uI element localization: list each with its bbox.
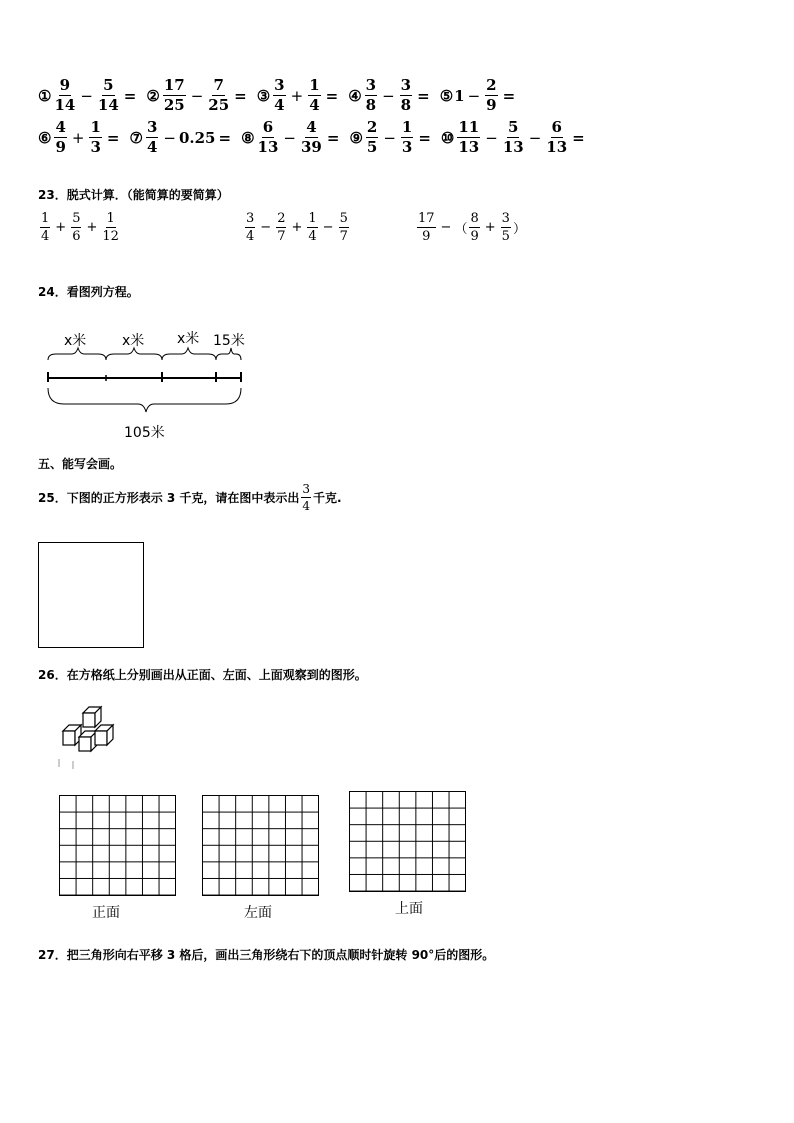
q26-title: 26．在方格纸上分别画出从正面、左面、上面观察到的图形。 xyxy=(38,668,367,682)
calc-item-8: ⑧ $\frac{6}{13}$ − $\frac{4}{39}$ = xyxy=(241,118,340,156)
label-left: 左面 xyxy=(244,905,272,921)
grid-top[interactable] xyxy=(349,791,466,892)
calc-item-3: ③ $\frac{3}{4}$ + $\frac{1}{4}$ = xyxy=(256,76,339,114)
segment-label-3: x米 xyxy=(177,331,200,347)
q23-expression-2: $\frac{3}{4}$ − $\frac{2}{7}$ + $\frac{1}{4}$ − $\frac{5}{7}$ xyxy=(246,211,348,244)
calc-item-7: ⑦ $\frac{3}{4}$ − 0.25 = xyxy=(129,118,232,156)
q23-expression-3: $\frac{17}{9}$ − （ $\frac{8}{9}$ + $\frac{3}{5}$ ） xyxy=(418,211,526,244)
segment-label-2: x米 xyxy=(122,333,145,349)
oral-calc-row-2 xyxy=(38,120,595,155)
grid-front[interactable] xyxy=(59,795,176,896)
oral-calc-row-1 xyxy=(38,78,525,113)
q23-title: 23．脱式计算．（能简算的要简算） xyxy=(38,188,229,202)
segment-diagram xyxy=(44,328,254,443)
item-number: ① xyxy=(38,86,52,105)
q23-expression-1: $\frac{1}{4}$ + $\frac{5}{6}$ + $\frac{1}{12}$ xyxy=(41,211,119,244)
calc-item-1: ① $\frac{9}{14}$ − $\frac{5}{14}$ = xyxy=(38,76,137,114)
label-front: 正面 xyxy=(92,905,120,921)
calc-item-6: ⑥ $\frac{4}{9}$ + $\frac{1}{3}$ = xyxy=(38,118,120,156)
fraction: $\frac{5}{14}$ xyxy=(97,76,119,114)
calc-item-2: ② $\frac{17}{25}$ − $\frac{7}{25}$ = xyxy=(146,76,247,114)
total-label: 105米 xyxy=(124,425,165,441)
calc-item-10: ⑩ $\frac{11}{13}$ − $\frac{5}{13}$ − $\frac{6}{13}$ = xyxy=(440,118,585,156)
q24-title: 24．看图列方程。 xyxy=(38,285,139,299)
section-5-title: 五、能写会画。 xyxy=(38,457,123,471)
calc-item-4: ④ $\frac{3}{8}$ − $\frac{3}{8}$ = xyxy=(348,76,430,114)
cube-stack-icon xyxy=(55,703,135,773)
calc-item-5: ⑤ 1 − $\frac{2}{9}$ = xyxy=(439,76,516,114)
segment-label-1: x米 xyxy=(64,333,87,349)
square-box[interactable] xyxy=(38,542,144,648)
q25-title: 25．下图的正方形表示 3 千克，请在图中表示出 $\frac{3}{4}$ 千克. xyxy=(38,482,342,513)
segment-svg xyxy=(44,346,254,426)
segment-label-4: 15米 xyxy=(213,333,245,349)
grid-left[interactable] xyxy=(202,795,319,896)
calc-item-9: ⑨ $\frac{2}{5}$ − $\frac{1}{3}$ = xyxy=(349,118,431,156)
q27-title: 27．把三角形向右平移 3 格后，画出三角形绕右下的顶点顺时针旋转 90°后的图形。 xyxy=(38,948,495,962)
fraction: $\frac{9}{14}$ xyxy=(54,76,76,114)
label-top: 上面 xyxy=(395,901,423,917)
